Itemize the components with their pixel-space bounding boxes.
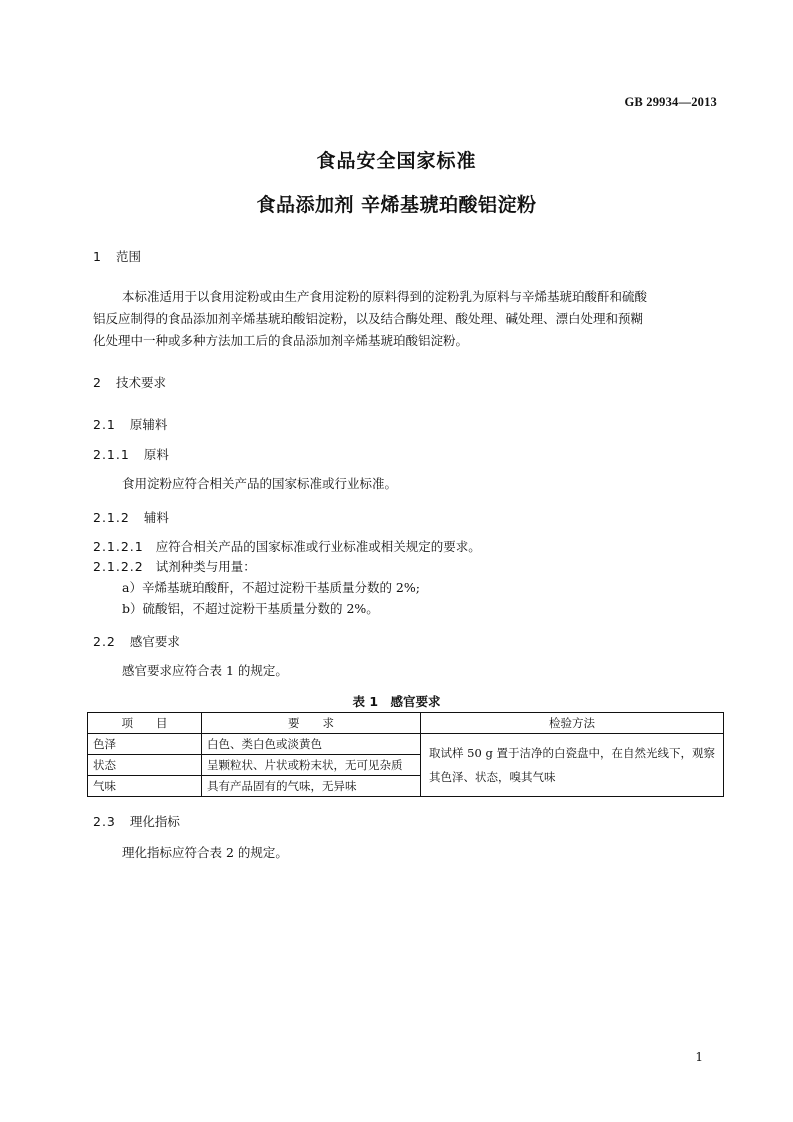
clause-2-1-2-1 [93,537,481,557]
paragraph-line: 本标准适用于以食用淀粉或由生产食用淀粉的原料得到的淀粉乳为原料与辛烯基琥珀酸酐和硫酸 [122,289,648,304]
table-cell-item: 状态 [88,755,202,776]
list-item-a: a）辛烯基琥珀酸酐，不超过淀粉干基质量分数的 2%; [122,580,420,595]
physicochemical-text: 理化指标应符合表 2 的规定。 [122,845,288,860]
clause-number: 2.1.2.1 [93,539,144,554]
table-header-cell: 要 求 [202,713,421,734]
table-caption: 表 1 感官要求 [352,694,441,709]
section-title: 原料 [143,447,169,462]
list-item-b: b）硫酸铝，不超过淀粉干基质量分数的 2%。 [122,601,379,616]
section-title: 辅料 [143,510,169,525]
section-title: 感官要求 [129,634,180,649]
table-header-row [88,713,724,734]
table-row [88,734,724,755]
section-heading-1 [93,247,141,265]
section-title: 技术要求 [115,375,166,390]
clause-2-1-2-2 [93,557,256,577]
section-title: 理化指标 [129,814,180,829]
paragraph-line: 铝反应制得的食品添加剂辛烯基琥珀酸铝淀粉，以及结合酶处理、酸处理、碱处理、漂白处理和预糊 [93,311,644,326]
section-heading-2-1-2 [93,508,169,526]
method-line: 其色泽、状态，嗅其气味 [429,770,556,784]
section-title: 原辅料 [129,417,168,432]
section-number: 2 [93,375,102,390]
document-title: 食品安全国家标准 [316,150,477,172]
paragraph-line: 化处理中一种或多种方法加工后的食品添加剂辛烯基琥珀酸铝淀粉。 [93,333,469,348]
table-cell-requirement: 白色、类白色或淡黄色 [202,734,421,755]
clause-text: 应符合相关产品的国家标准或行业标准或相关规定的要求。 [155,539,481,554]
table-cell-requirement: 具有产品固有的气味，无异味 [202,776,421,797]
table-cell-item: 气味 [88,776,202,797]
standard-code: GB 29934—2013 [624,95,717,109]
table-header-cell: 检验方法 [421,713,724,734]
table-header-cell: 项 目 [88,713,202,734]
clause-number: 2.1.2.2 [93,559,144,574]
section-number: 2.1.1 [93,447,130,462]
sensory-text: 感官要求应符合表 1 的规定。 [122,663,288,678]
section-heading-2 [93,373,166,391]
document-subtitle: 食品添加剂 辛烯基琥珀酸铝淀粉 [256,194,537,216]
section-heading-2-1-1 [93,445,169,463]
section-title: 范围 [115,249,141,264]
table-cell-method [421,734,724,797]
page-number: 1 [695,1050,703,1064]
scope-paragraph [93,286,718,352]
table-cell-item: 色泽 [88,734,202,755]
section-heading-2-3 [93,812,180,830]
raw-material-text: 食用淀粉应符合相关产品的国家标准或行业标准。 [122,476,398,491]
section-number: 2.2 [93,634,116,649]
method-line: 取试样 50 g 置于洁净的白瓷盘中，在自然光线下，观察 [429,746,715,760]
section-number: 2.1 [93,417,116,432]
section-number: 2.1.2 [93,510,130,525]
section-number: 2.3 [93,814,116,829]
table-cell-requirement: 呈颗粒状、片状或粉末状，无可见杂质 [202,755,421,776]
section-heading-2-2 [93,632,180,650]
sensory-requirements-table [87,712,724,797]
section-number: 1 [93,249,102,264]
section-heading-2-1 [93,415,167,433]
clause-text: 试剂种类与用量： [155,559,256,574]
